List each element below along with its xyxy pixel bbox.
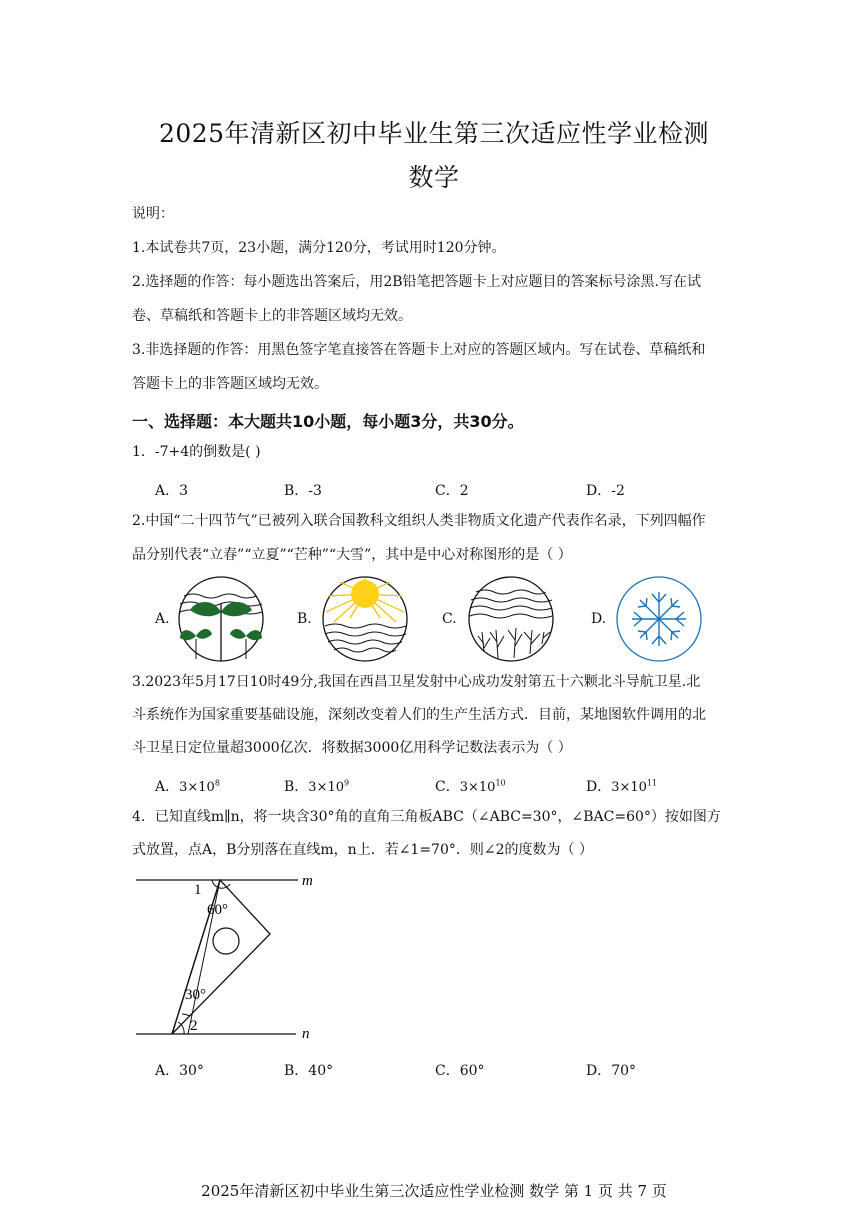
q1-option-d[interactable]: D．-2 [586, 483, 625, 499]
q4-option-c[interactable]: C．60° [435, 1063, 485, 1079]
q3-option-b[interactable] [284, 776, 349, 796]
q1-stem: 1．-7+4的倒数是( ) [132, 444, 261, 460]
label-angle-1: 1 [194, 882, 202, 898]
label-m: m [302, 873, 313, 889]
note-3-line-2: 答题卡上的非答题区域均无效。 [132, 376, 328, 392]
q3-stem-line-1: 3.2023年5月17日10时49分,我国在西昌卫星发射中心成功发射第五十六颗北斗导航卫星.北 [132, 674, 701, 690]
q3-stem-line-3: 斗卫星日定位量超3000亿次．将数据3000亿用科学记数法表示为（ ） [132, 740, 572, 756]
note-2-line-2: 卷、草稿纸和答题卡上的非答题区域均无效。 [132, 308, 412, 324]
q2-stem-line-1: 2.中国“二十四节气”已被列入联合国教科文组织人类非物质文化遗产代表作名录，下列四幅作 [132, 513, 706, 529]
q3-option-d-base: 3×10 [611, 780, 647, 795]
q3-option-b-base: 3×10 [308, 780, 345, 795]
q3-option-d-exp: 11 [646, 778, 658, 788]
q1-option-c[interactable]: C．2 [435, 483, 469, 499]
page-footer: 2025年清新区初中毕业生第三次适应性学业检测 数学 第 1 页 共 7 页 [201, 1182, 667, 1200]
q2-stem-line-2: 品分别代表“立春”“立夏”“芒种”“大雪”，其中是中心对称图形的是（ ） [132, 547, 572, 563]
q4-stem-line-1: 4．已知直线m∥n，将一块含30°角的直角三角板ABC（∠ABC=30°，∠BAC=60°）按如图方 [132, 809, 721, 825]
q3-option-b-label: B． [284, 779, 309, 795]
q3-option-c-exp: 10 [495, 778, 506, 788]
label-angle-2: 2 [190, 1018, 198, 1034]
q3-option-d[interactable] [586, 776, 657, 796]
section-1-heading: 一、选择题：本大题共10小题，每小题3分，共30分。 [132, 412, 524, 431]
label-n: n [302, 1026, 310, 1042]
q3-option-a[interactable] [155, 776, 220, 796]
q1-option-a[interactable]: A．3 [155, 483, 189, 499]
q4-option-a[interactable]: A．30° [155, 1063, 204, 1079]
label-angle-60: 60° [207, 902, 228, 918]
q3-option-b-exp: 9 [344, 778, 350, 788]
exam-title: 2025年清新区初中毕业生第三次适应性学业检测 [158, 119, 710, 148]
q2-figure-d-snowflake-icon[interactable] [614, 574, 704, 664]
q3-option-a-label: A． [155, 779, 180, 795]
notes-heading: 说明： [132, 206, 174, 222]
q2-option-a[interactable]: A. [155, 611, 170, 627]
note-1: 1.本试卷共7页，23小题，满分120分，考试用时120分钟。 [132, 240, 506, 256]
q1-option-b[interactable]: B．-3 [284, 483, 322, 499]
q2-option-b[interactable]: B. [297, 611, 312, 627]
q3-stem-line-2: 斗系统作为国家重要基础设施，深刻改变着人们的生产生活方式．目前，某地图软件调用的北 [132, 707, 706, 723]
q4-triangle-figure [130, 866, 330, 1046]
q4-option-b[interactable]: B．40° [284, 1063, 334, 1079]
q4-option-d[interactable]: D．70° [586, 1063, 637, 1079]
q2-figure-b-sun-icon[interactable] [320, 574, 410, 664]
note-3-line-1: 3.非选择题的作答：用黑色签字笔直接答在答题卡上对应的答题区域内。写在试卷、草稿纸和 [132, 342, 706, 358]
q2-figure-c-grain-icon[interactable] [466, 574, 556, 664]
note-2-line-1: 2.选择题的作答：每小题选出答案后，用2B铅笔把答题卡上对应题目的答案标号涂黑.写在试 [132, 274, 702, 290]
q3-option-d-label: D． [586, 779, 612, 795]
q4-stem-line-2: 式放置，点A，B分别落在直线m，n上．若∠1=70°．则∠2的度数为（ ） [132, 842, 593, 858]
q3-option-c[interactable] [435, 776, 506, 796]
triangle-hole [213, 928, 239, 954]
q3-option-c-base: 3×10 [459, 780, 496, 795]
q2-option-c[interactable]: C. [442, 611, 457, 627]
subject-title: 数学 [408, 163, 460, 192]
label-angle-30: 30° [185, 987, 206, 1003]
q2-figure-a-sprout-icon[interactable] [176, 574, 266, 664]
q2-option-d[interactable]: D. [591, 611, 607, 627]
q3-option-a-base: 3×10 [179, 780, 215, 795]
q3-option-c-label: C． [435, 779, 460, 795]
q3-option-a-exp: 8 [214, 778, 220, 788]
